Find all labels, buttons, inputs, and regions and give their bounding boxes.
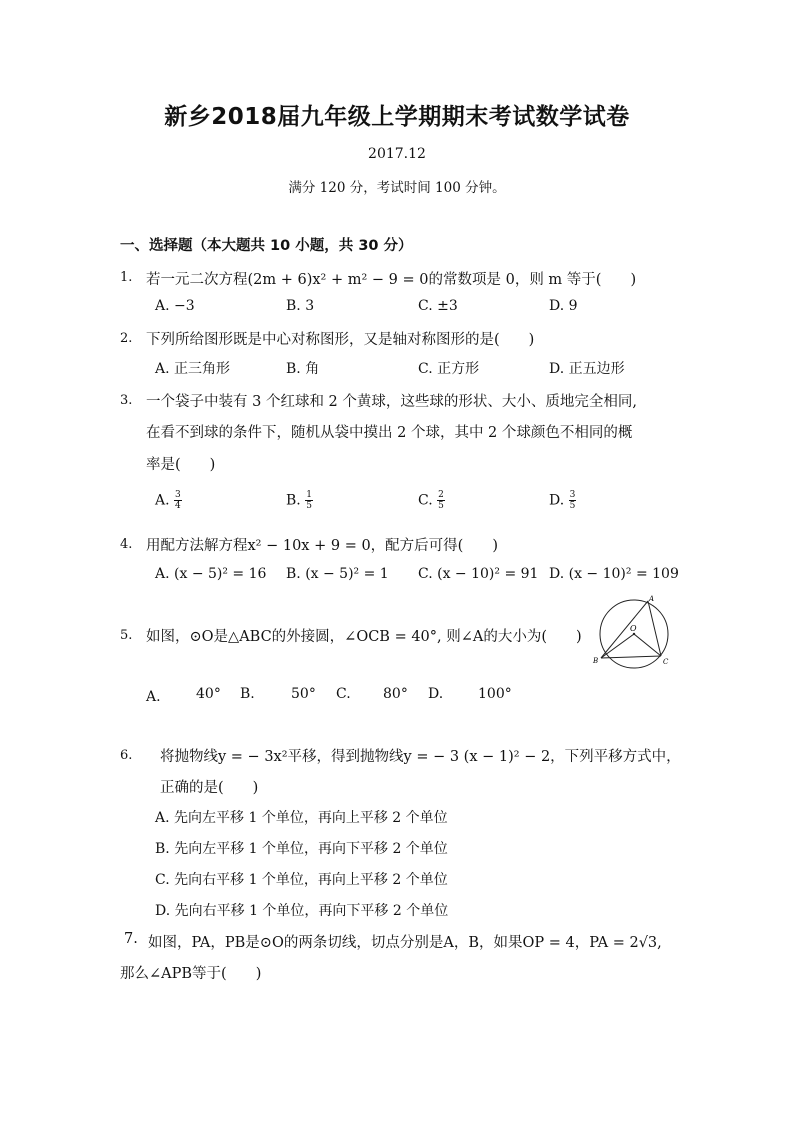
option-d-label: D. [428, 686, 444, 702]
option-c: C. 正方形 [418, 361, 480, 377]
option-a: A. $\frac{3}{4}$ [155, 490, 181, 511]
question-number: 1. [120, 270, 133, 285]
segment-ab [601, 601, 648, 658]
option-a-value: 40° [196, 686, 221, 702]
fraction: $\frac{2}{5}$ [438, 490, 444, 511]
option-c-value: 80° [383, 686, 408, 702]
section-heading: 一、选择题（本大题共 10 小题，共 30 分） [120, 238, 413, 254]
option-a: A. (x − 5)² = 16 [155, 566, 267, 582]
question-stem: 用配方法解方程x² − 10x + 9 = 0，配方后可得( ) [146, 538, 498, 554]
question-number: 4. [120, 537, 133, 552]
fraction: $\frac{3}{5}$ [569, 490, 576, 511]
option-d: D. (x − 10)² = 109 [549, 566, 679, 582]
segment-bc [601, 656, 661, 658]
fraction: $\frac{1}{5}$ [306, 490, 312, 511]
option-b: B. 先向左平移 1 个单位，再向下平移 2 个单位 [155, 841, 448, 857]
question-stem-line-1: 将抛物线y = − 3x²平移，得到抛物线y = − 3 (x − 1)² − 2，下列平移方式中， [160, 749, 681, 765]
option-c-label: C. [336, 686, 351, 702]
option-d: D. 9 [549, 298, 578, 314]
option-d: D. 先向右平移 1 个单位，再向下平移 2 个单位 [155, 903, 449, 919]
question-stem: 如图，⊙O是△ABC的外接圆，∠OCB = 40°, 则∠A的大小为( ) [146, 629, 582, 645]
option-b: B. $\frac{1}{5}$ [286, 490, 312, 511]
question-stem: 若一元二次方程(2m + 6)x² + m² − 9 = 0的常数项是 0，则 m 等于( ) [146, 272, 637, 288]
exam-date: 2017.12 [368, 146, 426, 162]
option-c: C. ±3 [418, 298, 458, 314]
option-c: C. 先向右平移 1 个单位，再向上平移 2 个单位 [155, 872, 448, 888]
option-d: D. 正五边形 [549, 361, 625, 377]
question-stem-line-2: 正确的是( ) [160, 780, 259, 796]
center-point [633, 633, 635, 635]
question-number: 7. [124, 931, 138, 947]
question-number: 5. [120, 628, 133, 643]
exam-note: 满分 120 分，考试时间 100 分钟。 [288, 180, 506, 196]
label-b: B [593, 657, 599, 665]
option-a: A. 先向左平移 1 个单位，再向上平移 2 个单位 [155, 810, 448, 826]
question-number: 3. [120, 393, 133, 408]
label-o: O [630, 624, 637, 633]
option-d: D. $\frac{3}{5}$ [549, 490, 576, 511]
question-stem-line-1: 如图，PA，PB是⊙O的两条切线，切点分别是A，B，如果OP = 4，PA = 2√3, [148, 935, 662, 951]
option-b: B. (x − 5)² = 1 [286, 566, 389, 582]
exam-title: 新乡2018届九年级上学期期末考试数学试卷 [164, 104, 630, 130]
option-a: A. −3 [155, 298, 195, 314]
option-d-value: 100° [478, 686, 512, 702]
option-a: A. 正三角形 [155, 361, 231, 377]
question-number: 2. [120, 331, 133, 346]
segment-ac [648, 601, 661, 656]
label-c: C [663, 658, 669, 666]
option-b-value: 50° [291, 686, 316, 702]
option-c: C. $\frac{2}{5}$ [418, 490, 444, 511]
fraction: $\frac{3}{4}$ [175, 490, 181, 511]
question-stem-line-2: 那么∠APB等于( ) [120, 966, 262, 982]
question-stem-line-1: 一个袋子中装有 3 个红球和 2 个黄球，这些球的形状、大小、质地完全相同, [146, 394, 637, 410]
circle-figure [588, 594, 680, 674]
question-stem-line-2: 在看不到球的条件下，随机从袋中摸出 2 个球，其中 2 个球颜色不相同的概 [146, 425, 633, 441]
option-b-label: B. [240, 686, 255, 702]
option-c: C. (x − 10)² = 91 [418, 566, 539, 582]
option-b: B. 3 [286, 298, 315, 314]
option-a-label: A. [146, 689, 161, 705]
question-stem-line-3: 率是( ) [146, 457, 216, 473]
question-stem: 下列所给图形既是中心对称图形，又是轴对称图形的是( ) [146, 332, 535, 348]
question-number: 6. [120, 748, 133, 763]
option-b: B. 角 [286, 361, 320, 377]
label-a: A [649, 595, 655, 603]
